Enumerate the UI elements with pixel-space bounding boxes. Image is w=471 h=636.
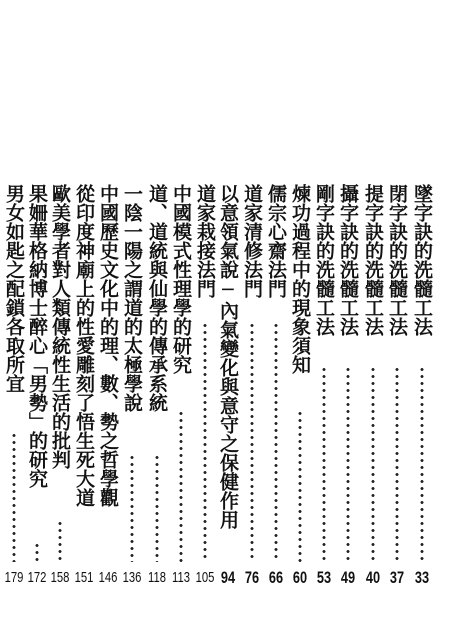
dot-leader bbox=[250, 322, 254, 562]
dot-leader bbox=[35, 542, 39, 562]
toc-entry bbox=[49, 184, 71, 624]
dot-leader bbox=[130, 454, 134, 562]
toc-entry bbox=[121, 184, 143, 624]
toc-entry bbox=[97, 184, 119, 624]
toc-entry-title: 剛字訣的洗髓工法 bbox=[313, 184, 335, 336]
toc-entry-page-number: 37 bbox=[389, 568, 405, 587]
toc-entry-title: 果姍華格納博士醉心「男勢」的研究 bbox=[26, 184, 48, 488]
dot-leader bbox=[346, 366, 350, 562]
toc-entry-title: 歐美學者對人類傳統性生活的批判 bbox=[49, 184, 71, 469]
dot-leader bbox=[371, 366, 375, 562]
toc-entry-page-number: 60 bbox=[292, 568, 308, 587]
toc-entry-page-number: 158 bbox=[50, 569, 70, 586]
toc-entry bbox=[265, 184, 287, 624]
toc-entry-title: 閉字訣的洗髓工法 bbox=[386, 184, 408, 336]
toc-entry-title: 攝字訣的洗髓工法 bbox=[337, 184, 359, 336]
toc-entry-title: 從印度神廟上的性愛雕刻了悟生死大道 bbox=[73, 184, 95, 507]
toc-entry-page-number: 113 bbox=[172, 569, 190, 586]
toc-entry-page-number: 105 bbox=[195, 569, 215, 586]
toc-entry-page-number: 136 bbox=[122, 569, 142, 586]
toc-entry-page-number: 146 bbox=[98, 569, 118, 586]
toc-entry-title: 道家清修法門 bbox=[241, 184, 263, 298]
toc-entry bbox=[170, 184, 192, 624]
toc-entry-title: 以意領氣說─內氣變化與意守之保健作用 bbox=[217, 184, 239, 529]
toc-entry bbox=[386, 184, 408, 624]
toc-entry-title: 中國模式性理學的研究 bbox=[170, 184, 192, 374]
toc-entry bbox=[241, 184, 263, 624]
dot-leader bbox=[274, 322, 278, 562]
toc-entry-title: 一陰一陽之謂道的太極學說 bbox=[121, 184, 143, 412]
toc-entry-page-number: 53 bbox=[316, 568, 332, 587]
toc-entry-page-number: 49 bbox=[340, 568, 356, 587]
toc-entry-title: 墜字訣的洗髓工法 bbox=[411, 184, 433, 336]
toc-entry-page-number: 76 bbox=[244, 568, 260, 587]
dot-leader bbox=[395, 366, 399, 562]
toc-entry bbox=[3, 184, 25, 624]
toc-entry-title: 提字訣的洗髓工法 bbox=[362, 184, 384, 336]
toc-entry bbox=[289, 184, 311, 624]
dot-leader bbox=[12, 432, 16, 562]
toc-entry bbox=[411, 184, 433, 624]
toc-entry-title: 道家栽接法門 bbox=[194, 184, 216, 298]
dot-leader bbox=[179, 410, 183, 562]
toc-entry bbox=[337, 184, 359, 624]
toc-entry-page-number: 40 bbox=[365, 568, 381, 587]
toc-entry bbox=[73, 184, 95, 624]
toc-entry bbox=[313, 184, 335, 624]
toc-entry-page-number: 172 bbox=[27, 569, 47, 586]
dot-leader bbox=[298, 410, 302, 562]
toc-entry-page-number: 151 bbox=[74, 569, 94, 586]
toc-entry-title: 道、道統與仙學的傳承系統 bbox=[146, 184, 168, 412]
toc-entry bbox=[362, 184, 384, 624]
dot-leader bbox=[203, 322, 207, 562]
toc-entry bbox=[217, 184, 239, 624]
toc-entry-title: 中國歷史文化中的理、數、勢之哲學觀 bbox=[97, 184, 119, 507]
toc-entry-page-number: 118 bbox=[148, 569, 166, 586]
toc-entry-page-number: 179 bbox=[4, 569, 24, 586]
dot-leader bbox=[155, 454, 159, 562]
dot-leader bbox=[420, 366, 424, 562]
toc-entry-title: 煉功過程中的現象須知 bbox=[289, 184, 311, 374]
toc-entry-title: 儒宗心齋法門 bbox=[265, 184, 287, 298]
dot-leader bbox=[58, 520, 62, 562]
dot-leader bbox=[322, 366, 326, 562]
toc-entry-title: 男女如匙之配鎖各取所宜 bbox=[3, 184, 25, 393]
toc-entry bbox=[194, 184, 216, 624]
toc-entry-page-number: 33 bbox=[414, 568, 430, 587]
toc-entry-page-number: 66 bbox=[268, 568, 284, 587]
toc-entry bbox=[26, 184, 48, 624]
toc-entry bbox=[146, 184, 168, 624]
toc-entry-page-number: 94 bbox=[220, 568, 236, 587]
